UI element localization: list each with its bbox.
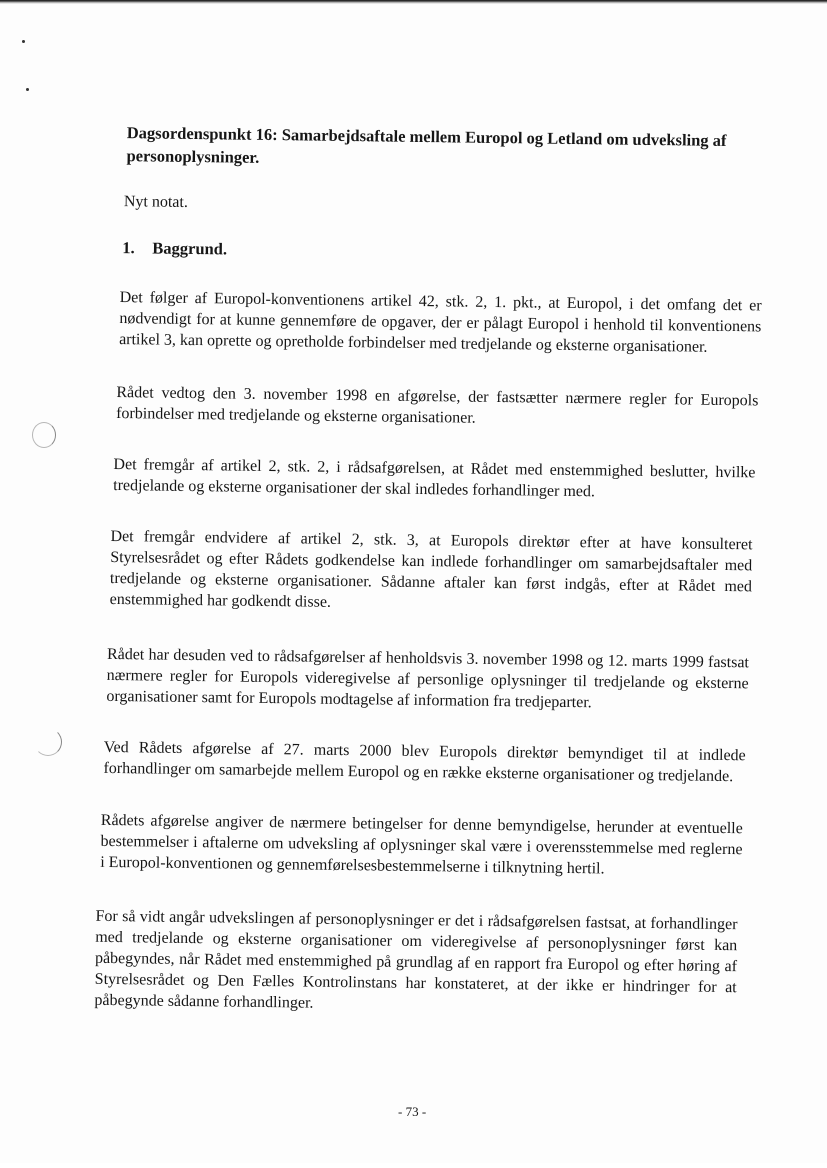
paragraph: Det følger af Europol-konventionens artikel 42, stk. 2, 1. pkt., at Europol, i det omfang det er nødvendigt for at kunne gennemføre de opgaver, der er pålagt Europol i henhold til konventionens artikel 3, kan oprette og opretholde forbindelser med tredjelande og eksterne organisationer. bbox=[119, 289, 762, 356]
paragraph: Det fremgår endvidere af artikel 2, stk. 3, at Europols direktør efter at have konsulteret Styrelsesrådet og efter Rådets godkendelse kan indlede forhandlinger om samarbejdsaftaler med tredjelande og eksterne organisationer. Sådanne aftaler kan først indgås, efter at Rådet med enstemmighed har godkendt disse. bbox=[109, 527, 753, 611]
page-number: - 73 - bbox=[398, 1104, 427, 1119]
note-label: Nyt notat. bbox=[123, 193, 189, 211]
paragraph: Ved Rådets afgørelse af 27. marts 2000 blev Europols direktør bemyndiget til at indlede forhandlinger om samarbejde mellem Europol og en række eksterne organisationer og tredjelande. bbox=[103, 738, 746, 786]
section-number: 1. bbox=[122, 238, 135, 258]
paragraph: For så vidt angår udvekslingen af personoplysninger er det i rådsafgørelsen fastsat, at forhandlinger med tredjelande og eksterne organisationer om videregivelse af personoplysninger først kan påbegyndes, når Rådet med enstemmighed på grundlag af en rapport fra Europol og efter høring af Styrelsesrådet og Den Fælles Kontrolinstans har konstateret, at der ikke er hindringer for at påbegynde sådanne forhandlinger. bbox=[94, 907, 738, 1012]
agenda-heading: Dagsordenspunkt 16: Samarbejdsaftale mellem Europol og Letland om udveksling af personoplysninger. bbox=[126, 123, 727, 167]
paragraph: Rådet har desuden ved to rådsafgørelser af henholdsvis 3. november 1998 og 12. marts 1999 fastsat nærmere regler for Europols videregivelse af personlige oplysninger til tredjelande og eksterne organisationer samt for Europols modtagelse af information fra tredjeparter. bbox=[106, 645, 750, 712]
paragraph: Rådets afgørelse angiver de nærmere betingelser for denne bemyndigelse, herunder at eventuelle bestemmelser i aftalerne om udveksling af oplysninger skal være i overensstemmelse med reglerne i Europol-konventionen og gennemførelsesbestemmelserne i tilknytning hertil. bbox=[100, 811, 743, 878]
section-title: Baggrund. bbox=[152, 238, 228, 259]
section-heading bbox=[122, 237, 522, 263]
paragraph: Rådet vedtog den 3. november 1998 en afgørelse, der fastsætter nærmere regler for Europols forbindelser med tredjelande og eksterne organisationer. bbox=[116, 384, 759, 427]
paragraph: Det fremgår af artikel 2, stk. 2, i rådsafgørelsen, at Rådet med enstemmighed beslutter, hvilke tredjelande og eksterne organisationer der skal indledes forhandlinger med. bbox=[113, 455, 756, 501]
